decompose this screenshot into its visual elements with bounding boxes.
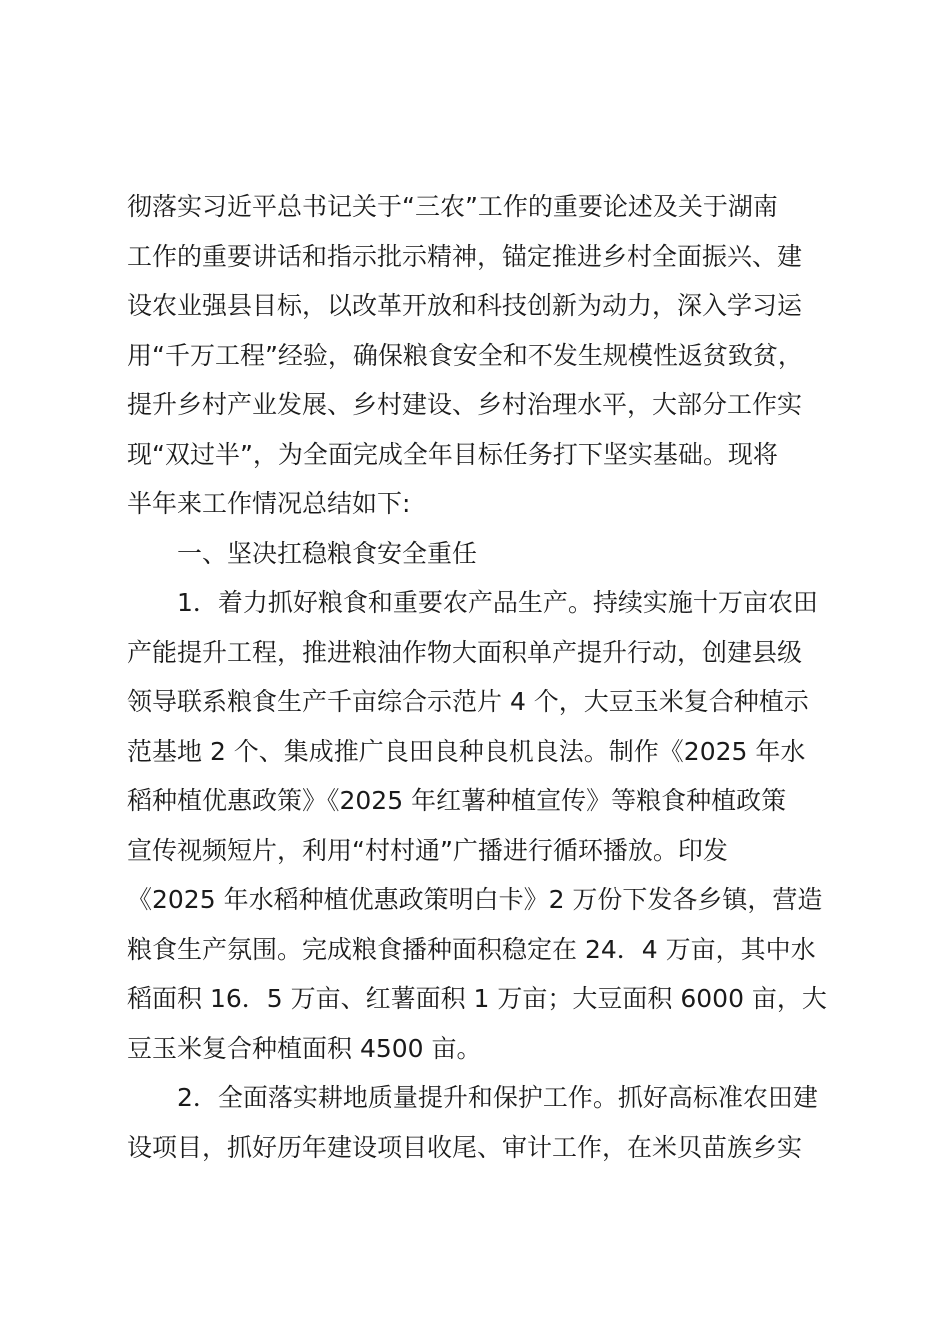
paragraph-start: 1．着力抓好粮食和重要农产品生产。持续实施十万亩农田 xyxy=(177,588,818,617)
text-line: 设项目，抓好历年建设项目收尾、审计工作，在米贝苗族乡实 xyxy=(127,1132,803,1162)
body-text xyxy=(127,182,847,1172)
paragraph-start: 2．全面落实耕地质量提升和保护工作。抓好高标准农田建 xyxy=(177,1083,818,1112)
text-line: 宣传视频短片，利用“村村通”广播进行循环播放。印发 xyxy=(127,835,728,865)
text-line: 产能提升工程，推进粮油作物大面积单产提升行动，创建县级 xyxy=(127,637,803,667)
text-line: 《2025 年水稻种植优惠政策明白卡》2 万份下发各乡镇，营造 xyxy=(127,885,823,914)
text-line: 粮食生产氛围。完成粮食播种面积稳定在 24．4 万亩，其中水 xyxy=(127,934,816,964)
text-line: 稻种植优惠政策》《2025 年红薯种植宣传》等粮食种植政策 xyxy=(127,786,787,815)
text-line: 现“双过半”，为全面完成全年目标任务打下坚实基础。现将 xyxy=(127,439,778,469)
text-line: 提升乡村产业发展、乡村建设、乡村治理水平，大部分工作实 xyxy=(127,390,803,419)
text-line: 设农业强县目标，以改革开放和科技创新为动力，深入学习运 xyxy=(127,291,803,320)
text-line: 工作的重要讲话和指示批示精神，锚定推进乡村全面振兴、建 xyxy=(127,241,803,271)
text-line: 半年来工作情况总结如下: xyxy=(127,489,411,518)
section-heading: 一、坚决扛稳粮食安全重任 xyxy=(177,538,478,568)
text-line: 豆玉米复合种植面积 4500 亩。 xyxy=(127,1033,482,1063)
text-line: 范基地 2 个、集成推广良田良种良机良法。制作《2025 年水 xyxy=(127,736,806,766)
text-line: 彻落实习近平总书记关于“三农”工作的重要论述及关于湖南 xyxy=(127,192,778,221)
text-line: 用“千万工程”经验，确保粮食安全和不发生规模性返贫致贫， xyxy=(127,340,803,370)
text-line: 领导联系粮食生产千亩综合示范片 4 个，大豆玉米复合种植示 xyxy=(127,687,809,716)
text-line: 稻面积 16．5 万亩、红薯面积 1 万亩；大豆面积 6000 亩，大 xyxy=(127,984,827,1013)
